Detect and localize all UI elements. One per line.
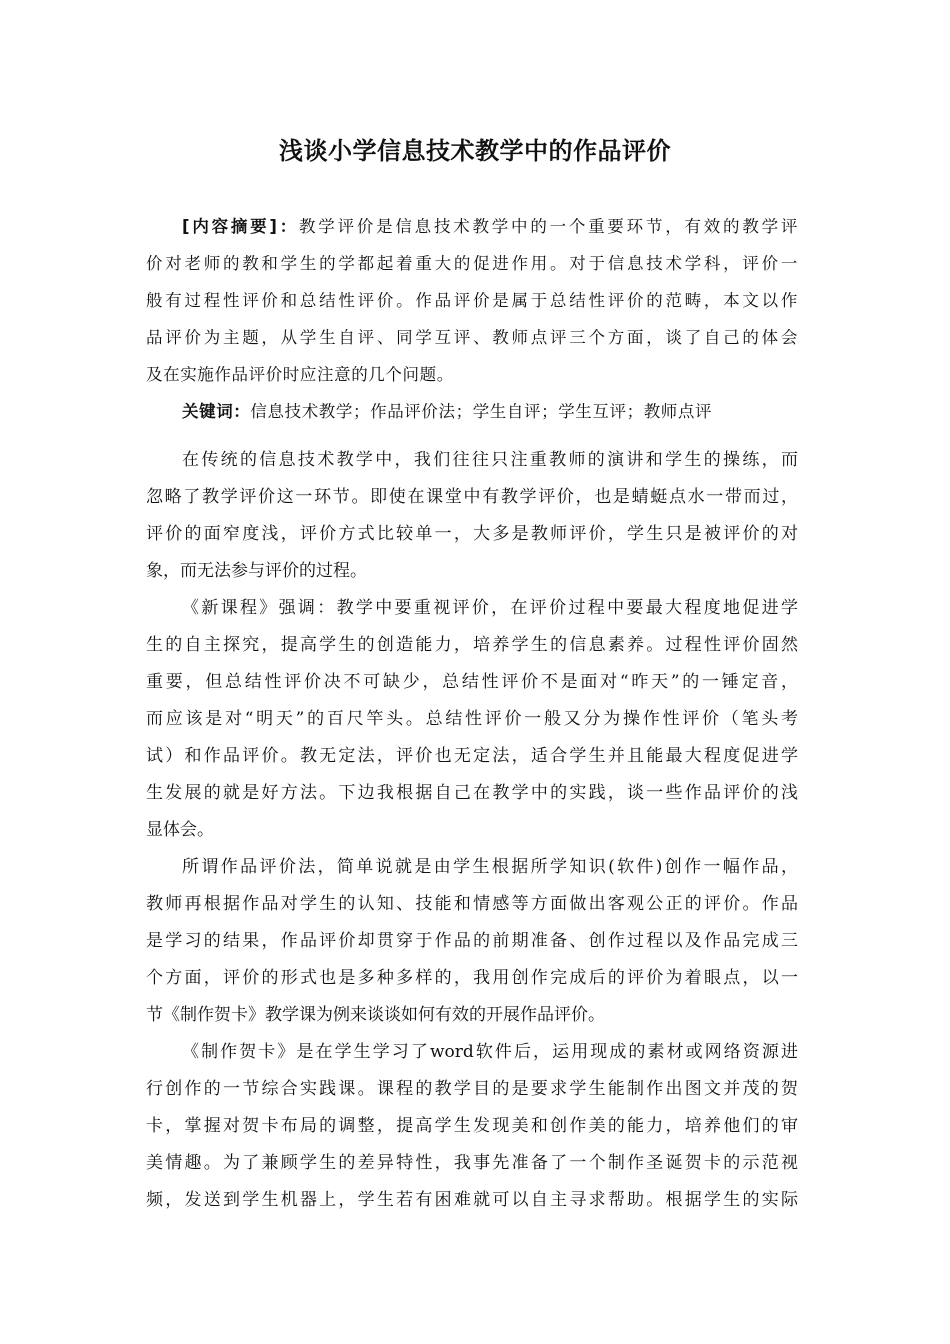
paragraph-line: 个方面，评价的形式也是多种多样的，我用创作完成后的评价为着眼点，以一 bbox=[146, 968, 798, 988]
keywords-label: 关键词： bbox=[182, 402, 251, 421]
paragraph-line: 忽略了教学评价这一环节。即使在课堂中有教学评价，也是蜻蜓点水一带而过， bbox=[146, 487, 798, 507]
paragraph-line: 卡，掌握对贺卡布局的调整，提高学生发现美和创作美的能力，培养他们的审 bbox=[146, 1116, 798, 1136]
abstract-label: [内容摘要]： bbox=[182, 217, 300, 236]
paragraph-line: 教师再根据作品对学生的认知、技能和情感等方面做出客观公正的评价。作品 bbox=[146, 894, 798, 914]
abstract-section bbox=[146, 208, 798, 430]
paragraph-line: 而应该是对“明天”的百尺竿头。总结性评价一般又分为操作性评价（笔头考 bbox=[146, 709, 798, 729]
paragraph-line: 生的自主探究，提高学生的创造能力，培养学生的信息素养。过程性评价固然 bbox=[146, 635, 798, 655]
keywords-line bbox=[146, 393, 798, 430]
paragraph-line: 行创作的一节综合实践课。课程的教学目的是要求学生能制作出图文并茂的贺 bbox=[146, 1079, 798, 1099]
paragraph-line: 象，而无法参与评价的过程。 bbox=[146, 561, 367, 581]
paragraph-line: 《制作贺卡》是在学生学习了word软件后，运用现成的素材或网络资源进 bbox=[182, 1042, 798, 1062]
abstract-line: 品评价为主题，从学生自评、同学互评、教师点评三个方面，谈了自己的体会 bbox=[146, 328, 798, 347]
paragraph-line: 所谓作品评价法，简单说就是由学生根据所学知识(软件)创作一幅作品， bbox=[182, 857, 798, 877]
abstract-line: 及在实施作品评价时应注意的几个问题。 bbox=[146, 365, 454, 384]
paragraph-line: 《新课程》强调：教学中要重视评价，在评价过程中要最大程度地促进学 bbox=[182, 598, 798, 618]
paragraph-1 bbox=[146, 442, 798, 590]
paragraph-line: 节《制作贺卡》教学课为例来谈谈如何有效的开展作品评价。 bbox=[146, 1005, 605, 1025]
paragraph-3 bbox=[146, 849, 798, 1034]
paragraph-line: 显体会。 bbox=[146, 820, 214, 840]
paragraph-line: 试）和作品评价。教无定法，评价也无定法，适合学生并且能最大程度促进学 bbox=[146, 746, 798, 766]
abstract-line: 价对老师的教和学生的学都起着重大的促进作用。对于信息技术学科，评价一 bbox=[146, 254, 798, 273]
abstract-text: 教学评价是信息技术教学中的一个重要环节，有效的教学评 bbox=[299, 217, 798, 236]
abstract-line: 般有过程性评价和总结性评价。作品评价是属于总结性评价的范畴，本文以作 bbox=[146, 291, 798, 310]
paragraph-line: 是学习的结果，作品评价却贯穿于作品的前期准备、创作过程以及作品完成三 bbox=[146, 931, 798, 951]
paragraph-line: 生发展的就是好方法。下边我根据自己在教学中的实践，谈一些作品评价的浅 bbox=[146, 783, 798, 803]
keywords-text: 信息技术教学；作品评价法；学生自评；学生互评；教师点评 bbox=[250, 402, 713, 421]
abstract-line bbox=[146, 208, 798, 245]
paragraph-line: 美情趣。为了兼顾学生的差异特性，我事先准备了一个制作圣诞贺卡的示范视 bbox=[146, 1153, 798, 1173]
paragraph-line: 评价的面窄度浅，评价方式比较单一，大多是教师评价，学生只是被评价的对 bbox=[146, 524, 798, 544]
paragraph-line: 频，发送到学生机器上，学生若有困难就可以自主寻求帮助。根据学生的实际 bbox=[146, 1190, 798, 1210]
paragraph-line: 在传统的信息技术教学中，我们往往只注重教师的演讲和学生的操练，而 bbox=[182, 450, 798, 470]
paragraph-4 bbox=[146, 1034, 798, 1219]
paragraph-line: 重要，但总结性评价决不可缺少，总结性评价不是面对“昨天”的一锤定音， bbox=[146, 672, 798, 692]
document-title: 浅谈小学信息技术教学中的作品评价 bbox=[279, 137, 671, 165]
paragraph-2 bbox=[146, 590, 798, 849]
